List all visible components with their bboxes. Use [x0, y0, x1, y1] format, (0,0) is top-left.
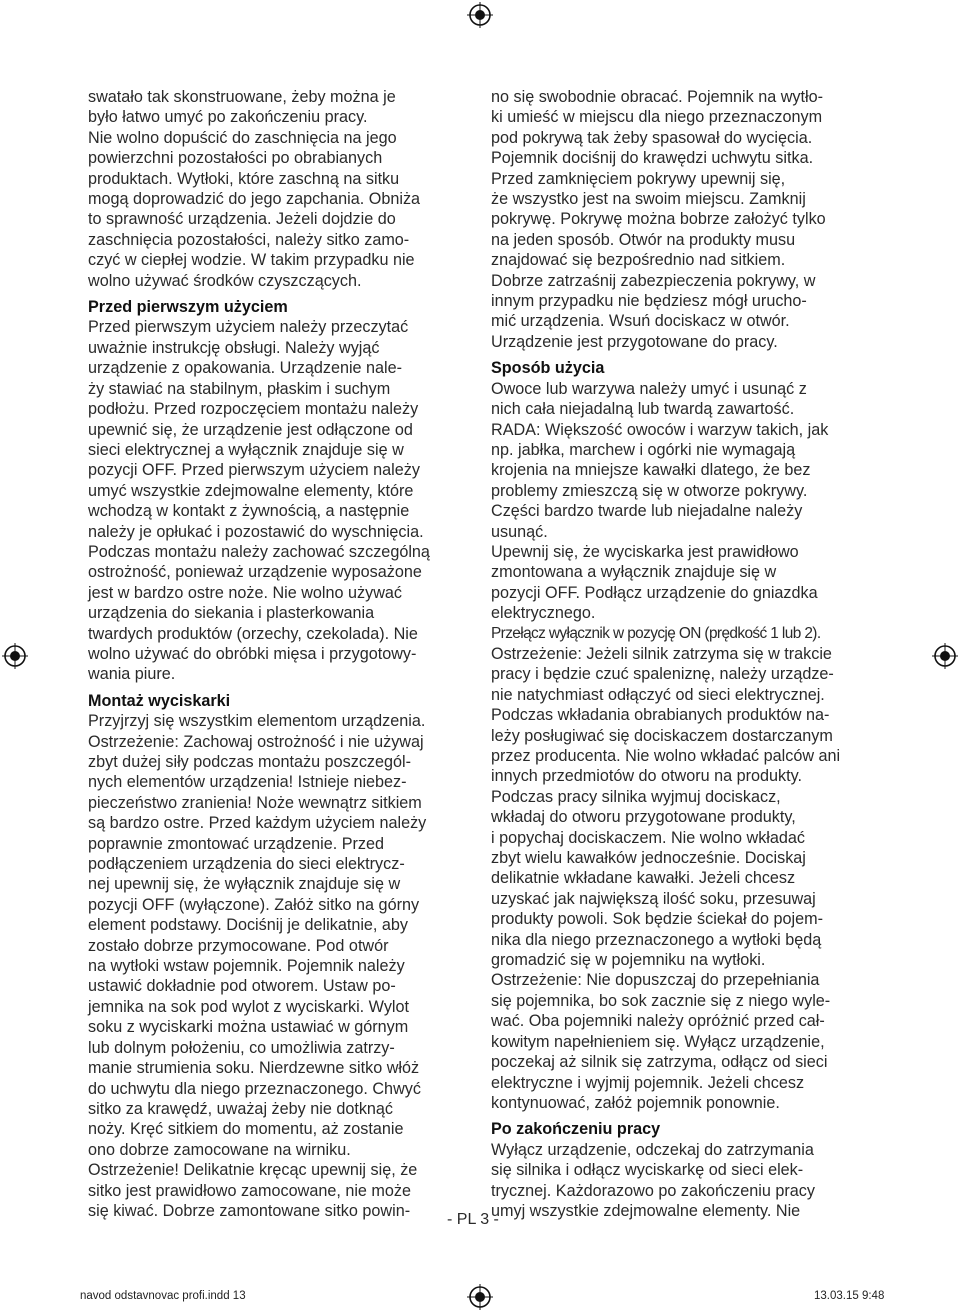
text-line: delikatnie wkładane kawałki. Jeżeli chcesz	[491, 869, 796, 888]
text-line: zostało dobrze przymocowane. Pod otwór	[88, 936, 389, 955]
text-line: sieci elektrycznej a wyłącznik znajduje się w	[88, 440, 404, 459]
text-line: Ostrzeżenie: Zachowaj ostrożność i nie używaj	[88, 732, 424, 751]
text-line: wolno używać środków czyszczących.	[88, 271, 362, 290]
text-line: znajdować się bezpośrednio nad sitkiem.	[491, 251, 786, 270]
text-line: mić urządzenia. Wsuń dociskacz w otwór.	[491, 312, 790, 331]
text-line: na wytłoki wstaw pojemnik. Pojemnik należy	[88, 957, 405, 976]
text-line: pokrywę. Pokrywę można bobrze założyć tylko	[491, 210, 826, 229]
text-line: poczekaj aż silnik się zatrzyma, odłącz od sieci	[491, 1053, 828, 1072]
text-line: wchodzą w kontakt z żywnością, a następnie	[88, 502, 410, 521]
text-line: zbyt wielu kawałków jednocześnie. Dociskaj	[491, 849, 806, 868]
text-line: wania piure.	[88, 665, 176, 684]
text-line: Podczas wkładania obrabianych produktów na-	[491, 706, 830, 725]
text-line: ustawić dokładnie pod otworem. Ustaw po-	[88, 977, 396, 996]
text-line: elektrycznego.	[491, 604, 596, 623]
text-line: nych elementów urządzenia! Istnieje niebez-	[88, 773, 407, 792]
registration-mark-icon	[467, 1284, 493, 1310]
text-line: pod pokrywą tak żeby spasował do wycięcia.	[491, 128, 813, 147]
text-line: poprawnie zmontować urządzenie. Przed	[88, 834, 385, 853]
text-line: Pojemnik dociśnij do krawędzi uchwytu sitka.	[491, 149, 814, 168]
text-line: urządzenia do siekania i plasterkowania	[88, 604, 375, 623]
text-line: wkładaj do otworu przygotowane produkty,	[491, 808, 796, 827]
section-heading: Po zakończeniu pracy	[491, 1120, 661, 1139]
text-line: Dobrze zatrzaśnij zabezpieczenia pokrywy, w	[491, 271, 816, 290]
text-line: zmontowana a wyłącznik znajduje się w	[491, 563, 777, 582]
text-line: zaschnięcia pozostałości, należy sitko zamo-	[88, 230, 410, 249]
text-line: pracy i będzie czuć spaleniznę, należy urządze-	[491, 665, 834, 684]
text-line: jest w bardzo ostre noże. Nie wolno używać	[88, 583, 403, 602]
text-line: Części bardzo twarde lub niejadalne należy	[491, 502, 803, 521]
text-line: pozycji OFF. Przed pierwszym użyciem należy	[88, 461, 420, 480]
text-line: i popychaj dociskaczem. Nie wolno wkładać	[491, 828, 806, 847]
text-line: się kiwać. Dobrze zamontowane sitko powin-	[88, 1201, 411, 1220]
text-line: do uchwytu dla niego przeznaczonego. Chwyć	[88, 1079, 421, 1098]
section-heading: Sposób użycia	[491, 359, 605, 378]
text-line: było łatwo umyć po zakończeniu pracy.	[88, 108, 368, 127]
text-line: elektryczne i wyjmij pojemnik. Jeżeli chcesz	[491, 1073, 805, 1092]
text-line: podłożu. Przed rozpoczęciem montażu należy	[88, 400, 419, 419]
text-line: ży stawiać na stabilnym, płaskim i suchym	[88, 379, 391, 398]
text-line: mogą doprowadzić do jego zapchania. Obniża	[88, 190, 421, 209]
text-line: problemy zmieszczą się w otworze pokrywy.	[491, 481, 808, 500]
text-line: element podstawy. Dociśnij je delikatnie, aby	[88, 916, 409, 935]
text-line: umyć wszystkie zdejmowalne elementy, które	[88, 481, 414, 500]
text-line: nej upewnij się, że wyłącznik znajduje się w	[88, 875, 401, 894]
text-line: należy je opłukać i pozostawić do wyschnięcia.	[88, 522, 424, 541]
text-line: wać. Oba pojemniki należy opróżnić przed cał-	[491, 1012, 825, 1031]
text-line: twardych produktów (orzechy, czekolada). Nie	[88, 624, 418, 643]
text-line: manie strumienia soku. Nierdzewne sitko włóż	[88, 1059, 420, 1078]
text-line: nich cała niejadalną lub twardą zawartość.	[491, 400, 795, 419]
text-line: czyć w ciepłej wodzie. W takim przypadku nie	[88, 251, 415, 270]
text-line: uzyskać jak największą ilość soku, przesuwaj	[491, 889, 816, 908]
text-line: sitko za krawędź, uważaj żeby nie dotknąć	[88, 1099, 394, 1118]
text-line: usunąć.	[491, 522, 548, 541]
text-line: Przełącz wyłącznik w pozycję ON (prędkość 1 lub 2).	[491, 624, 821, 642]
text-line: wolno używać do obróbki mięsa i przygotowy-	[88, 644, 417, 663]
text-line: produktach. Wytłoki, które zaschną na sitku	[88, 169, 400, 188]
text-line: pozycji OFF. Podłącz urządzenie do gniazdka	[491, 583, 818, 602]
text-line: swatało tak skonstruowane, żeby można je	[88, 88, 396, 106]
text-line: powierzchni pozostałości po obrabianych	[88, 149, 383, 168]
text-line: Wyłącz urządzenie, odczekaj do zatrzymania	[491, 1140, 814, 1159]
left-text-column	[88, 87, 484, 1221]
text-line: nie natychmiast odłączyć od sieci elektrycznej.	[491, 685, 825, 704]
footer-filename: navod odstavnovac profi.indd 13	[80, 1290, 246, 1302]
text-line: innym przypadku nie będziesz mógł urucho-	[491, 292, 807, 311]
text-line: Upewnij się, że wyciskarka jest prawidłowo	[491, 542, 799, 561]
text-line: noży. Kręć sitkiem do momentu, aż zostanie	[88, 1120, 404, 1139]
text-line: Przed zamknięciem pokrywy upewnij się,	[491, 169, 786, 188]
text-line: Podczas pracy silnika wyjmuj dociskacz,	[491, 787, 781, 806]
text-line: upewnić się, że urządzenie jest odłączone od	[88, 420, 413, 439]
text-line: na jeden sposób. Otwór na produkty musu	[491, 230, 796, 249]
text-line: no się swobodnie obracać. Pojemnik na wytło-	[491, 88, 824, 106]
text-line: gromadzić się w pojemniku na wytłoki.	[491, 951, 766, 970]
text-line: uważnie instrukcję obsługi. Należy wyjąć	[88, 338, 380, 357]
text-line: ostrożność, ponieważ urządzenie wyposażone	[88, 563, 422, 582]
registration-mark-icon	[932, 643, 958, 669]
text-line: produkty powoli. Sok będzie ściekał do pojem-	[491, 910, 824, 929]
text-line: ki umieść w miejscu dla niego przeznaczonym	[491, 108, 823, 127]
text-line: nika dla niego przeznaczonego a wytłoki będą	[491, 930, 822, 949]
text-line: pozycji OFF (wyłączone). Załóż sitko na górny	[88, 895, 420, 914]
text-line: Urządzenie jest przygotowane do pracy.	[491, 332, 778, 351]
text-line: przez producenta. Nie wolno wkładać palców ani	[491, 747, 841, 765]
text-line: lub dolnym położeniu, co umożliwia zatrzy-	[88, 1038, 395, 1057]
text-line: trycznej. Każdorazowo po zakończeniu pracy	[491, 1181, 815, 1200]
registration-mark-icon	[2, 643, 28, 669]
text-line: np. jabłka, marchew i ogórki nie wymagają	[491, 440, 796, 459]
text-line: pieczeństwo zranienia! Noże wewnątrz sitkiem	[88, 793, 422, 812]
text-line: Owoce lub warzywa należy umyć i usunąć z	[491, 379, 807, 398]
text-line: Nie wolno dopuścić do zaschnięcia na jego	[88, 128, 397, 147]
text-line: innych przedmiotów do otworu na produkty.	[491, 767, 803, 786]
text-line: krojenia na mniejsze kawałki dlatego, że bez	[491, 461, 811, 480]
right-text-column	[491, 87, 891, 1221]
text-line: zbyt dużej siły podczas montażu poszczegól-	[88, 753, 412, 771]
text-line: soku z wyciskarki można ustawiać w górnym	[88, 1018, 409, 1037]
text-line: Ostrzeżenie: Jeżeli silnik zatrzyma się w trakcie	[491, 644, 832, 663]
text-line: jemnika na sok pod wylot z wyciskarki. Wylot	[88, 997, 410, 1016]
text-line: kowitym napełnieniem się. Wyłącz urządzenie,	[491, 1032, 825, 1051]
page-number: - PL 3 -	[447, 1211, 499, 1228]
text-line: się pojemnika, bo sok zacznie się z niego wyle-	[491, 991, 831, 1010]
text-line: RADA: Większość owoców i warzyw takich, jak	[491, 420, 829, 439]
section-heading: Montaż wyciskarki	[88, 691, 231, 710]
text-line: ono dobrze zamocowane na wirniku.	[88, 1140, 351, 1159]
text-line: urządzenie z opakowania. Urządzenie nale-	[88, 359, 403, 378]
text-line: są bardzo ostre. Przed każdym użyciem należy	[88, 814, 427, 833]
section-heading: Przed pierwszym użyciem	[88, 298, 288, 317]
footer-date: 13.03.15 9:48	[814, 1290, 885, 1302]
text-line: Przed pierwszym użyciem należy przeczytać	[88, 318, 409, 337]
text-line: umyj wszystkie zdejmowalne elementy. Nie	[491, 1201, 801, 1220]
text-line: leży posługiwać się dociskaczem dostarczanym	[491, 726, 833, 745]
text-line: kontynuować, załóż pojemnik ponownie.	[491, 1093, 780, 1112]
text-line: Ostrzeżenie! Delikatnie kręcąc upewnij się, że	[88, 1161, 418, 1180]
text-line: że wszystko jest na swoim miejscu. Zamknij	[491, 190, 806, 209]
text-line: podłączeniem urządzenia do sieci elektrycz-	[88, 855, 405, 874]
registration-mark-icon	[467, 2, 493, 28]
text-line: sitko jest prawidłowo zamocowane, nie może	[88, 1181, 411, 1200]
text-line: Przyjrzyj się wszystkim elementom urządzenia.	[88, 712, 426, 731]
text-line: Podczas montażu należy zachować szczególną	[88, 542, 430, 561]
text-line: Ostrzeżenie: Nie dopuszczaj do przepełniania	[491, 971, 820, 990]
text-line: to sprawność urządzenia. Jeżeli dojdzie do	[88, 210, 396, 229]
text-line: się silnika i odłącz wyciskarkę od sieci elek-	[491, 1161, 804, 1180]
